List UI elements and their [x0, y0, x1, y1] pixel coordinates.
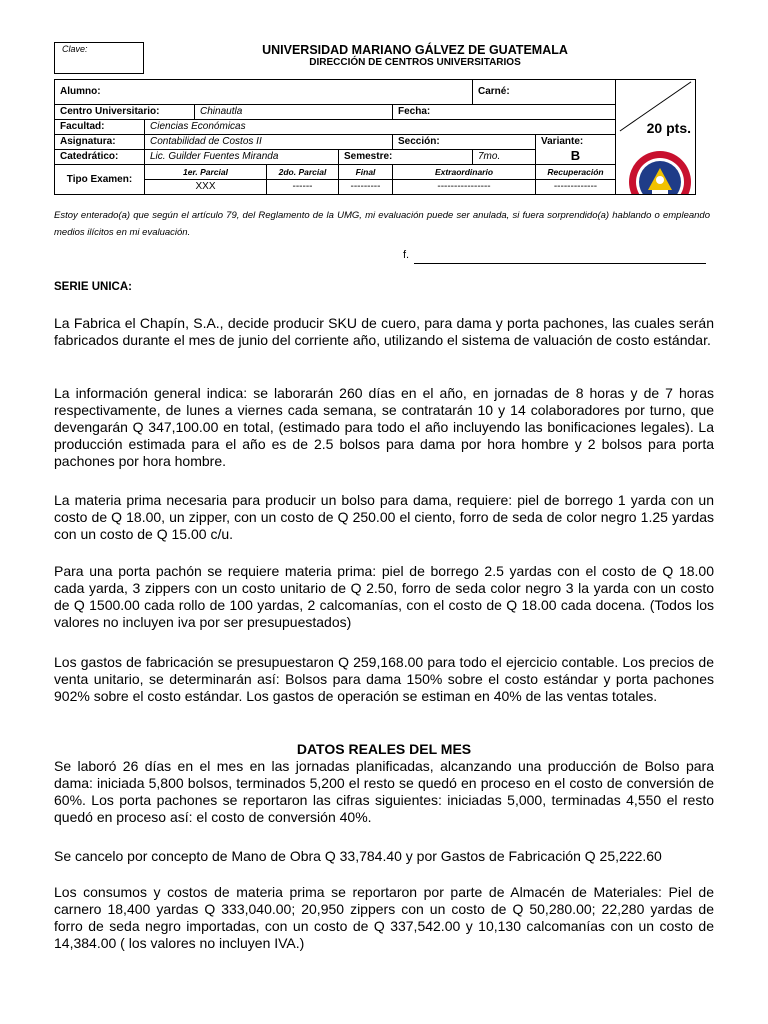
paragraph-intro: La Fabrica el Chapín, S.A., decide producir SKU de cuero, para dama y porta pachones, las cuales serán fabricados durante el mes de junio del corriente año, utilizando el sistema de valuación de costo estándar.: [54, 315, 714, 348]
carne-label: Carné:: [478, 86, 510, 97]
paragraph-gastos: Los gastos de fabricación se presupuestaron Q 259,168.00 para todo el ejercicio contable. Los precios de venta unitario, se determinarán así: Bolsos para dama 150% sobre el costo estándar y porta pachones 902% sobre el costo estándar. Los gastos de operación se estiman en 40% de las ventas totales.: [54, 654, 714, 704]
disclaimer-text: Estoy enterado(a) que según el artículo 79, del Reglamento de la UMG, mi evaluación puede ser anulada, si fuera sorprendido(a) hablando o empleando medios ilícitos en mi evaluación.: [54, 210, 710, 238]
points-value: 20 pts.: [646, 120, 691, 136]
facultad-label: Facultad:: [60, 121, 105, 132]
exam-mark-4[interactable]: ----------------: [393, 180, 536, 195]
serie-title: SERIE UNICA:: [54, 281, 132, 293]
asignatura-value: Contabilidad de Costos II: [150, 136, 262, 147]
facultad-label-cell: [55, 120, 145, 135]
catedratico-label-cell: [55, 150, 145, 165]
seccion-label: Sección:: [398, 136, 440, 147]
fecha-cell[interactable]: [393, 105, 616, 120]
direction-subtitle: DIRECCIÓN DE CENTROS UNIVERSITARIOS: [309, 57, 521, 68]
university-seal-icon: [628, 150, 692, 195]
exam-type-3: Final: [339, 165, 393, 180]
alumno-cell[interactable]: [55, 80, 473, 105]
catedratico-label: Catedrático:: [60, 151, 119, 162]
carne-cell[interactable]: [473, 80, 616, 105]
exam-type-5: Recuperación: [536, 165, 616, 180]
centro-value-cell[interactable]: [195, 105, 393, 120]
semestre-label: Semestre:: [344, 151, 393, 162]
tipo-examen-label-cell: [55, 165, 145, 195]
catedratico-value-cell[interactable]: [145, 150, 339, 165]
exam-type-4: Extraordinario: [393, 165, 536, 180]
clave-box[interactable]: [54, 42, 144, 74]
fecha-label: Fecha:: [398, 106, 431, 117]
asignatura-value-cell[interactable]: [145, 135, 393, 150]
exam-type-2: 2do. Parcial: [267, 165, 339, 180]
tipo-examen-label: Tipo Examen:: [66, 173, 133, 185]
paragraph-mano-obra: Se cancelo por concepto de Mano de Obra Q 33,784.40 y por Gastos de Fabricación Q 25,222.60: [54, 848, 662, 864]
exam-mark-3[interactable]: ---------: [339, 180, 393, 195]
variante-cell: [536, 135, 616, 165]
variante-value: B: [570, 148, 581, 163]
centro-label-cell: [55, 105, 195, 120]
centro-label: Centro Universitario:: [60, 106, 160, 117]
semestre-label-cell: [339, 150, 473, 165]
exam-mark-1[interactable]: XXX: [145, 180, 267, 195]
signature-label: f.: [403, 249, 410, 261]
centro-value: Chinautla: [200, 106, 243, 117]
datos-reales-title: DATOS REALES DEL MES: [296, 741, 472, 757]
exam-type-1: 1er. Parcial: [145, 165, 267, 180]
university-title: UNIVERSIDAD MARIANO GÁLVEZ DE GUATEMALA: [262, 43, 568, 57]
paragraph-datos-reales: Se laboró 26 días en el mes en las jornadas planificadas, alcanzando una producción de Bolso para dama: iniciada 5,800 bolsos, terminados 5,200 el resto se quedó en proceso en el costo de conversión de 60%. Los porta pachones se reportaron las cifras siguientes: iniciadas 5,000, terminadas 4,550 el resto quedó en proceso así: el costo de conversión 40%.: [54, 758, 714, 825]
paragraph-general-info: La información general indica: se laborarán 260 días en el año, en jornadas de 8 horas y de 7 horas respectivamente, de lunes a viernes cada semana, se contratarán 10 y 14 colaboradores por turno, que devengarán Q 347,100.00 en total, (estimado para todo el año incluyendo las bonificaciones legales). La producción estimada para el año es de 2.5 bolsos para dama por hora hombre y 2 bolsos para porta pachones por hora hombre.: [54, 385, 714, 469]
alumno-label: Alumno:: [60, 86, 101, 97]
paragraph-consumos: Los consumos y costos de materia prima se reportaron por parte de Almacén de Materiales: Piel de carnero 18,400 yardas Q 333,040.00; 20,950 zippers con un costo de Q 50,280.00; 22,280 yardas de forro de seda negro importadas, con un costo de Q 337,542.00 y 10,130 calcomanías con un costo de 14,384.00 ( los valores no incluyen IVA.): [54, 884, 714, 951]
exam-mark-2[interactable]: ------: [267, 180, 339, 195]
facultad-value-cell[interactable]: [145, 120, 616, 135]
semestre-value: 7mo.: [478, 151, 501, 162]
asignatura-label: Asignatura:: [60, 136, 116, 147]
seccion-cell[interactable]: [393, 135, 536, 150]
points-cell: [616, 80, 696, 195]
catedratico-value: Lic. Guilder Fuentes Miranda: [150, 151, 279, 162]
exam-header-table: [54, 79, 696, 195]
paragraph-materials-pachon: Para una porta pachón se requiere materia prima: piel de borrego 2.5 yardas con el costo de Q 18.00 cada yarda, 3 zippers con un costo unitario de Q 2.50, forro de seda color negro 3 la yarda con un costo de Q 1500.00 cada rollo de 100 yardas, 2 calcomanías, con el costo de Q 18.00 cada docena. (Todos los valores no incluyen iva por ser presupuestados): [54, 563, 714, 630]
paragraph-materials-dama: La materia prima necesaria para producir un bolso para dama, requiere: piel de borrego 1 yarda con un costo de Q 18.00, un zipper, con un costo de Q 250.00 el ciento, forro de seda de color negro 1.25 yardas con un costo de Q 15.00 c/u.: [54, 492, 714, 542]
exam-mark-5[interactable]: -------------: [536, 180, 616, 195]
semestre-value-cell[interactable]: [473, 150, 536, 165]
clave-label: Clave:: [62, 44, 88, 54]
asignatura-label-cell: [55, 135, 145, 150]
signature-line[interactable]: [414, 263, 706, 264]
facultad-value: Ciencias Económicas: [150, 121, 246, 132]
variante-label: Variante:: [541, 136, 584, 147]
